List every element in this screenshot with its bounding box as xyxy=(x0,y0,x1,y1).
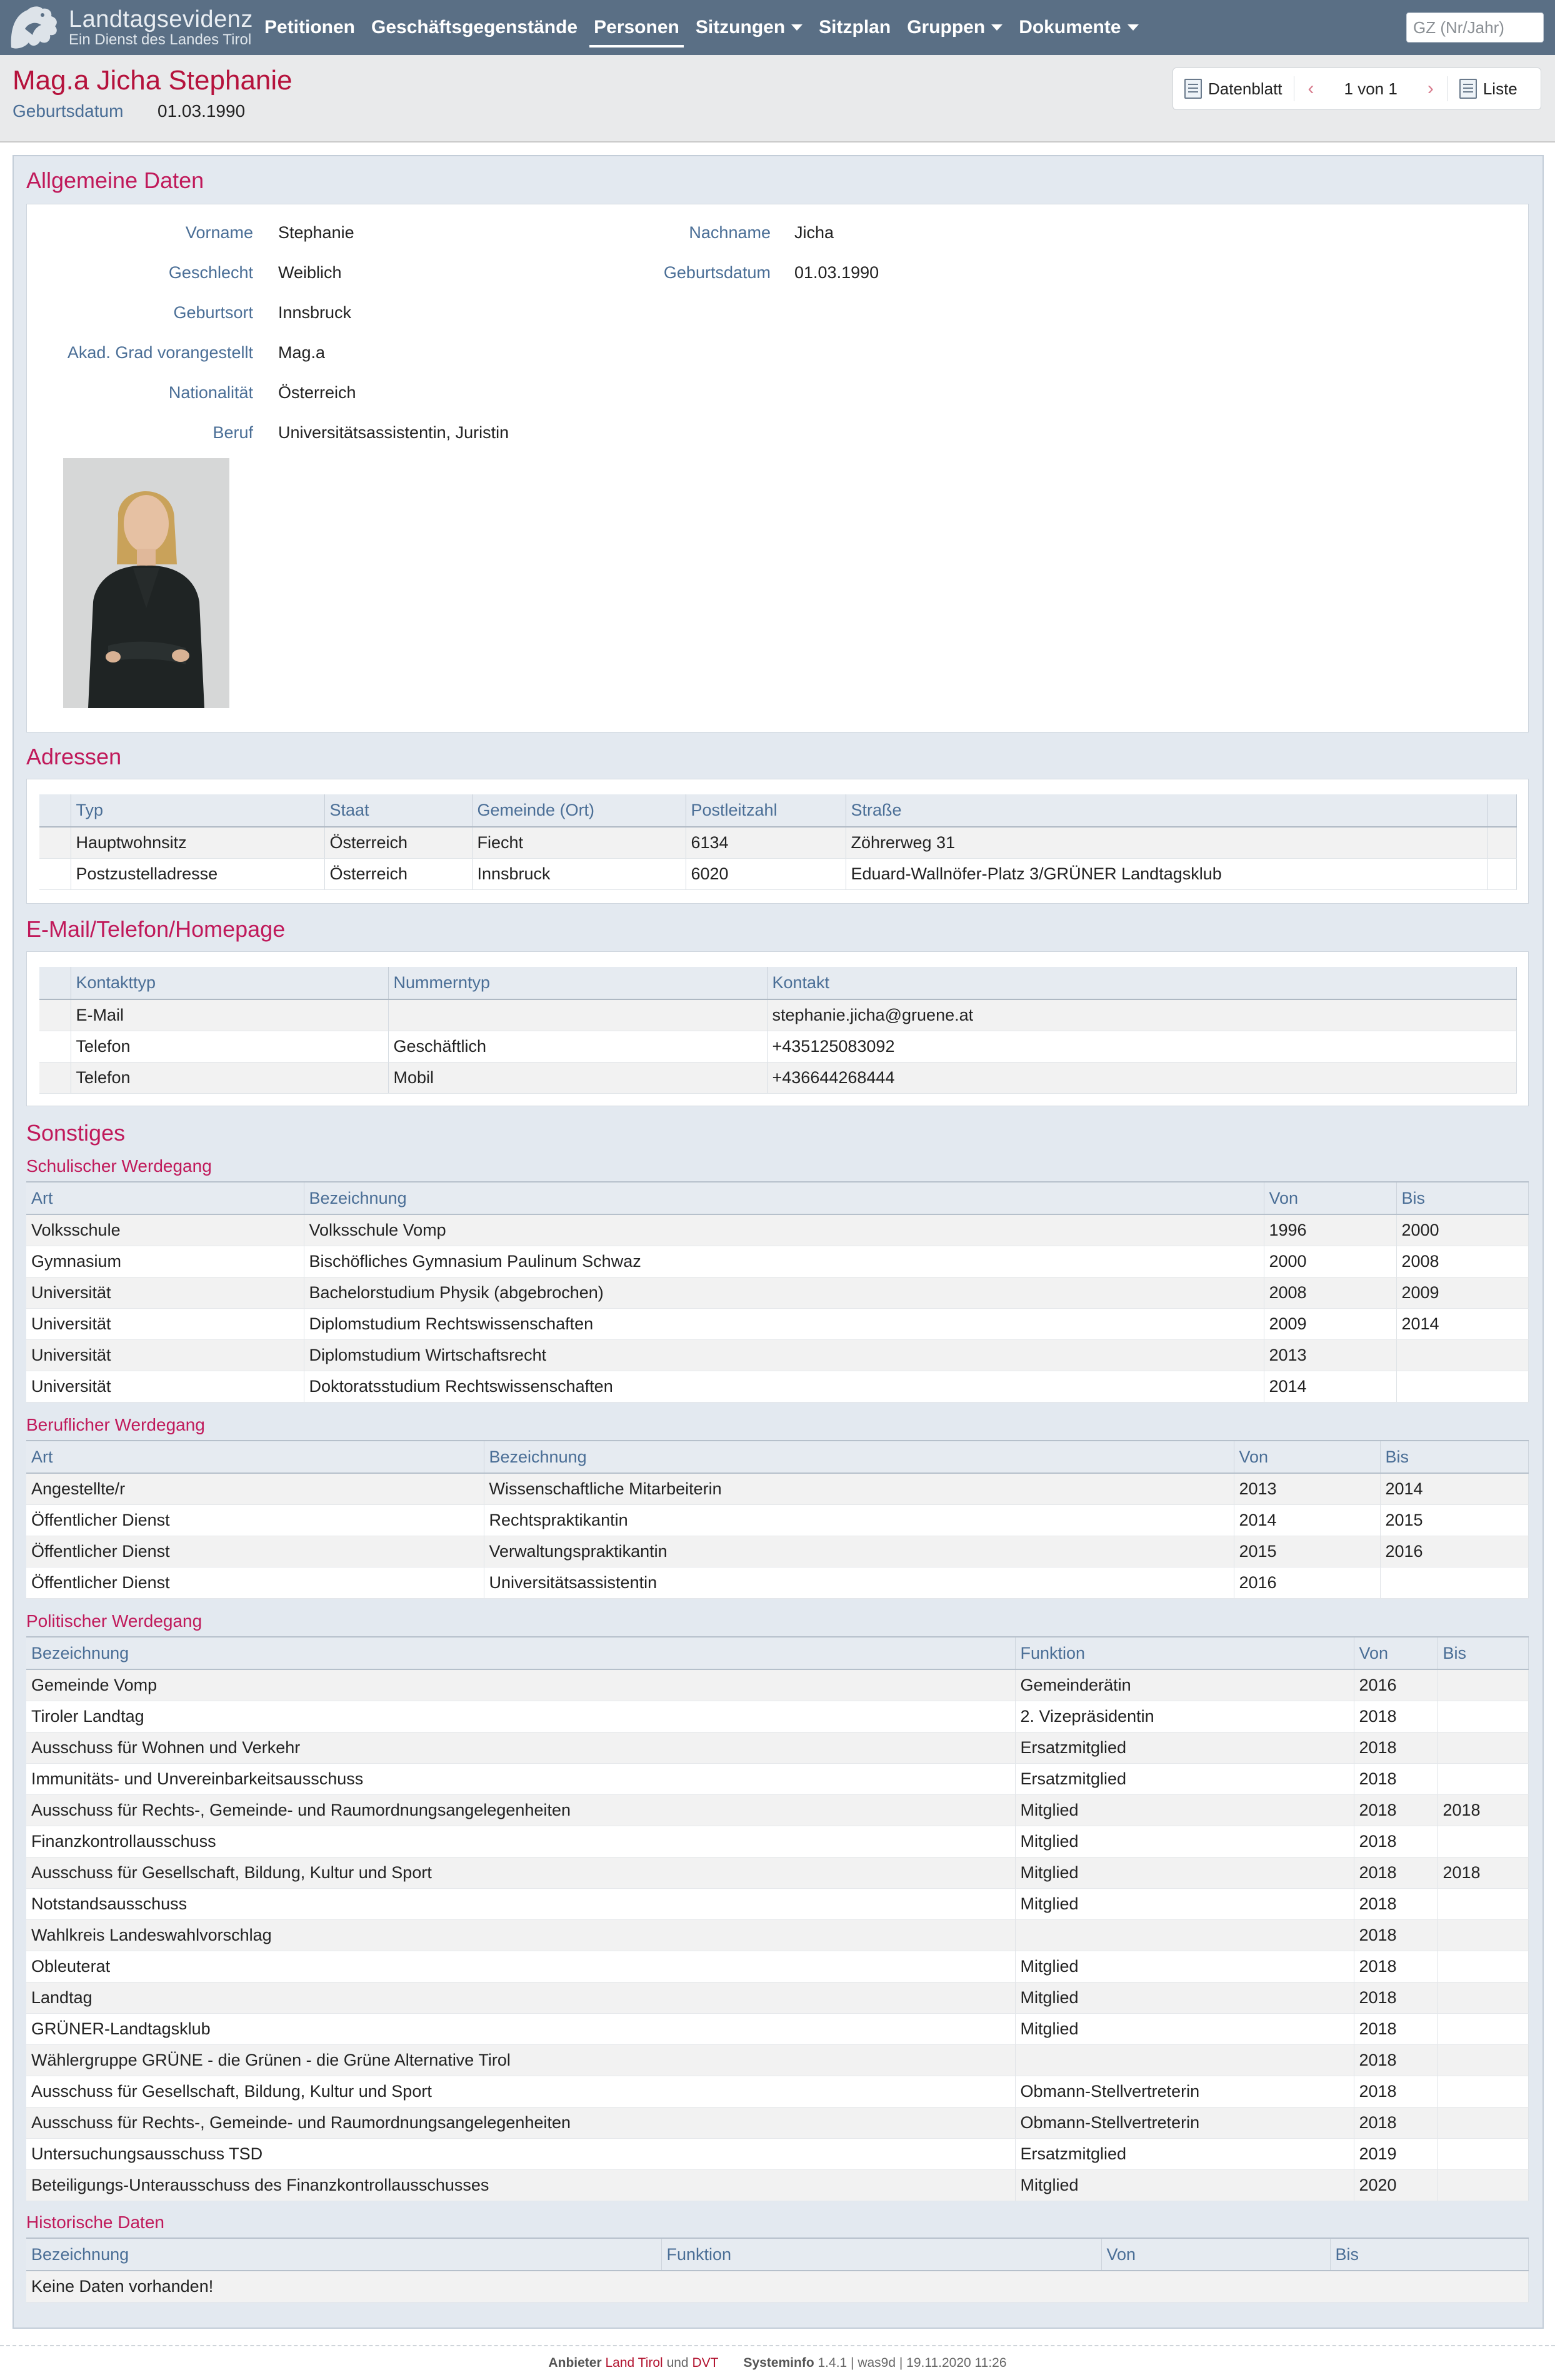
column-header[interactable]: Typ xyxy=(71,794,324,827)
table-cell: 2009 xyxy=(1264,1308,1396,1339)
table-cell: Bachelorstudium Physik (abgebrochen) xyxy=(304,1277,1264,1308)
column-header[interactable]: Straße xyxy=(846,794,1488,827)
column-header[interactable]: Von xyxy=(1234,1441,1380,1473)
table-cell: Ausschuss für Rechts-, Gemeinde- und Raumordnungsangelegenheiten xyxy=(26,1794,1015,1826)
table-cell: Telefon xyxy=(71,1062,388,1093)
table-cell: Immunitäts- und Unvereinbarkeitsausschuss xyxy=(26,1763,1015,1794)
table-cell: 6134 xyxy=(686,827,846,858)
table-cell: Universität xyxy=(26,1308,304,1339)
table-row[interactable] xyxy=(26,2107,1529,2138)
table-cell: Universität xyxy=(26,1371,304,1402)
field-value-birth-date: 01.03.1990 xyxy=(794,263,879,282)
footer xyxy=(0,2345,1555,2380)
column-header[interactable]: Bis xyxy=(1380,1441,1529,1473)
table-cell: 2014 xyxy=(1234,1504,1380,1536)
datasheet-label: Datenblatt xyxy=(1208,79,1282,98)
table-row[interactable] xyxy=(26,1567,1529,1598)
table-cell: Mitglied xyxy=(1015,1794,1354,1826)
column-header[interactable]: Kontakttyp xyxy=(71,967,388,999)
table-cell: 2000 xyxy=(1264,1246,1396,1277)
table-cell: Mitglied xyxy=(1015,2013,1354,2044)
chevron-down-icon xyxy=(991,24,1002,31)
table-cell: 6020 xyxy=(686,858,846,889)
table-cell xyxy=(1438,1669,1529,1701)
footer-provider-label: Anbieter xyxy=(548,2356,602,2370)
table-cell: E-Mail xyxy=(71,999,388,1031)
table-cell: 2018 xyxy=(1354,1732,1438,1763)
table-cell: Gymnasium xyxy=(26,1246,304,1277)
field-value-academic-degree: Mag.a xyxy=(278,343,326,362)
field-value-gender: Weiblich xyxy=(278,263,342,282)
table-row[interactable] xyxy=(26,1826,1529,1857)
column-header[interactable]: Bezeichnung xyxy=(304,1182,1264,1214)
field-label-profession: Beruf xyxy=(212,423,253,442)
page-title: Mag.a Jicha Stephanie xyxy=(12,65,292,96)
table-cell: 2018 xyxy=(1354,1857,1438,1888)
table-cell: Öffentlicher Dienst xyxy=(26,1567,484,1598)
column-header[interactable]: Von xyxy=(1354,1637,1438,1669)
person-photo xyxy=(63,458,229,708)
table-cell: 2018 xyxy=(1354,1982,1438,2013)
email-link[interactable]: stephanie.jicha@gruene.at xyxy=(767,999,1517,1031)
table-cell xyxy=(1438,2076,1529,2107)
table-cell: 2009 xyxy=(1396,1277,1529,1308)
table-cell: 2018 xyxy=(1354,2107,1438,2138)
table-cell: 2020 xyxy=(1354,2169,1438,2201)
table-cell xyxy=(1438,1701,1529,1732)
table-row[interactable] xyxy=(26,1473,1529,1504)
table-cell: 2018 xyxy=(1354,1763,1438,1794)
table-cell: Ersatzmitglied xyxy=(1015,1732,1354,1763)
field-value-last-name: Jicha xyxy=(794,223,834,242)
table-header-row xyxy=(39,967,1517,999)
contacts-panel xyxy=(26,951,1529,1106)
table-row[interactable] xyxy=(26,1277,1529,1308)
column-header-spacer xyxy=(1488,794,1517,827)
column-header[interactable]: Postleitzahl xyxy=(686,794,846,827)
table-cell: Tiroler Landtag xyxy=(26,1701,1015,1732)
table-row[interactable] xyxy=(39,999,1517,1031)
table-cell: Rechtspraktikantin xyxy=(484,1504,1234,1536)
column-header[interactable]: Funktion xyxy=(1015,1637,1354,1669)
table-cell: Öffentlicher Dienst xyxy=(26,1536,484,1567)
table-cell: 2018 xyxy=(1354,1701,1438,1732)
table-cell xyxy=(1438,2013,1529,2044)
table-cell: Ausschuss für Gesellschaft, Bildung, Kultur und Sport xyxy=(26,1857,1015,1888)
nav-item-sitzplan[interactable] xyxy=(811,0,899,55)
political-table xyxy=(26,1636,1529,2201)
table-cell xyxy=(1438,2169,1529,2201)
table-cell xyxy=(1438,2138,1529,2169)
table-cell xyxy=(1438,1888,1529,1919)
column-header[interactable]: Funktion xyxy=(661,2238,1101,2271)
table-cell: 2018 xyxy=(1354,1951,1438,1982)
table-cell: Österreich xyxy=(324,827,472,858)
table-cell: Geschäftlich xyxy=(388,1031,767,1062)
historic-table xyxy=(26,2238,1529,2302)
table-cell: Angestellte/r xyxy=(26,1473,484,1504)
table-row[interactable] xyxy=(26,1308,1529,1339)
table-cell: 2000 xyxy=(1396,1214,1529,1246)
table-cell: Doktoratsstudium Rechtswissenschaften xyxy=(304,1371,1264,1402)
table-cell: Volksschule Vomp xyxy=(304,1214,1264,1246)
table-row[interactable] xyxy=(26,1339,1529,1371)
table-cell: 2018 xyxy=(1354,1919,1438,1951)
table-cell: Ersatzmitglied xyxy=(1015,1763,1354,1794)
nav-label: Dokumente xyxy=(1019,17,1121,38)
table-row[interactable] xyxy=(39,858,1517,889)
subsection-title-political: Politischer Werdegang xyxy=(26,1611,202,1631)
table-row[interactable] xyxy=(39,1062,1517,1093)
table-cell xyxy=(1488,827,1517,858)
table-cell: Obleuterat xyxy=(26,1951,1015,1982)
table-cell: 2018 xyxy=(1438,1857,1529,1888)
table-row[interactable] xyxy=(26,1246,1529,1277)
section-title-contacts: E-Mail/Telefon/Homepage xyxy=(26,916,286,942)
column-header[interactable]: Gemeinde (Ort) xyxy=(472,794,686,827)
table-cell xyxy=(1438,2107,1529,2138)
datasheet-button[interactable] xyxy=(1173,68,1294,109)
table-cell: 2015 xyxy=(1380,1504,1529,1536)
table-cell xyxy=(1438,1982,1529,2013)
brand-title: Landtagsevidenz xyxy=(69,6,253,32)
nav-item-geschaeftsgegenstaende[interactable] xyxy=(363,0,586,55)
column-header[interactable]: Staat xyxy=(324,794,472,827)
table-header-row xyxy=(26,1441,1529,1473)
list-document-icon xyxy=(1459,79,1477,99)
addresses-panel xyxy=(26,779,1529,904)
nav-item-petitionen[interactable] xyxy=(256,0,363,55)
gz-search-input[interactable] xyxy=(1406,12,1544,42)
birth-date-value: 01.03.1990 xyxy=(158,101,246,121)
table-cell xyxy=(1438,1826,1529,1857)
table-cell: 2013 xyxy=(1264,1339,1396,1371)
table-cell xyxy=(1438,1919,1529,1951)
table-cell: Österreich xyxy=(324,858,472,889)
column-header[interactable]: Kontakt xyxy=(767,967,1517,999)
field-label-gender: Geschlecht xyxy=(168,263,253,282)
nav-label: Sitzplan xyxy=(819,17,891,38)
row-number-cell xyxy=(39,999,71,1031)
table-cell: Postzustelladresse xyxy=(71,858,324,889)
column-header[interactable]: Bis xyxy=(1396,1182,1529,1214)
table-row xyxy=(26,2271,1529,2302)
table-row[interactable] xyxy=(26,1919,1529,1951)
nav-label: Geschäftsgegenstände xyxy=(371,17,578,38)
brand-subtitle: Ein Dienst des Landes Tirol xyxy=(69,31,252,48)
main-nav xyxy=(256,0,1147,55)
row-number-header xyxy=(39,794,71,827)
tyrol-eagle-logo-icon xyxy=(6,4,64,51)
table-header-row xyxy=(26,1182,1529,1214)
table-cell: Notstandsausschuss xyxy=(26,1888,1015,1919)
table-cell: 2018 xyxy=(1438,1794,1529,1826)
list-label: Liste xyxy=(1482,79,1518,98)
table-header-row xyxy=(39,794,1517,827)
row-number-cell xyxy=(39,858,71,889)
table-cell: Innsbruck xyxy=(472,858,686,889)
table-row[interactable] xyxy=(26,2076,1529,2107)
main-content xyxy=(12,155,1544,2329)
table-cell: 2016 xyxy=(1380,1536,1529,1567)
table-cell: 2016 xyxy=(1234,1567,1380,1598)
table-cell: Mitglied xyxy=(1015,1888,1354,1919)
table-cell: Universitätsassistentin xyxy=(484,1567,1234,1598)
table-cell: 2014 xyxy=(1396,1308,1529,1339)
table-cell: 2018 xyxy=(1354,2044,1438,2076)
field-value-profession: Universitätsassistentin, Juristin xyxy=(278,423,509,442)
table-cell: Eduard-Wallnöfer-Platz 3/GRÜNER Landtagsklub xyxy=(846,858,1488,889)
section-title-other: Sonstiges xyxy=(26,1120,126,1146)
table-cell: 2013 xyxy=(1234,1473,1380,1504)
field-label-nationality: Nationalität xyxy=(168,383,253,402)
table-row[interactable] xyxy=(26,2169,1529,2201)
nav-label: Sitzungen xyxy=(695,17,786,38)
section-title-addresses: Adressen xyxy=(26,744,122,769)
table-cell: 2014 xyxy=(1264,1371,1396,1402)
document-icon xyxy=(1184,79,1202,99)
table-cell: Universität xyxy=(26,1277,304,1308)
table-cell: 2018 xyxy=(1354,1826,1438,1857)
previous-arrow-icon[interactable]: ‹ xyxy=(1308,78,1314,99)
footer-sysinfo xyxy=(743,2356,1006,2371)
table-cell: Finanzkontrollausschuss xyxy=(26,1826,1015,1857)
table-cell: 2008 xyxy=(1396,1246,1529,1277)
table-header-row xyxy=(26,2238,1529,2271)
row-number-header xyxy=(39,967,71,999)
chevron-down-icon xyxy=(1128,24,1139,31)
table-row[interactable] xyxy=(26,1669,1529,1701)
table-cell xyxy=(1438,1763,1529,1794)
table-cell xyxy=(1438,1732,1529,1763)
table-cell: 2008 xyxy=(1264,1277,1396,1308)
table-cell: Diplomstudium Wirtschaftsrecht xyxy=(304,1339,1264,1371)
top-navbar xyxy=(0,0,1555,55)
column-header[interactable]: Von xyxy=(1264,1182,1396,1214)
chevron-down-icon xyxy=(791,24,802,31)
column-header[interactable]: Bezeichnung xyxy=(484,1441,1234,1473)
table-cell: Ersatzmitglied xyxy=(1015,2138,1354,2169)
table-cell xyxy=(1438,1951,1529,1982)
column-header[interactable]: Bezeichnung xyxy=(26,2238,661,2271)
table-cell: Beteiligungs-Unterausschuss des Finanzkontrollausschusses xyxy=(26,2169,1015,2201)
row-number-cell xyxy=(39,827,71,858)
table-cell: GRÜNER-Landtagsklub xyxy=(26,2013,1015,2044)
column-header[interactable]: Art xyxy=(26,1441,484,1473)
table-cell: Wissenschaftliche Mitarbeiterin xyxy=(484,1473,1234,1504)
table-cell: 2018 xyxy=(1354,2013,1438,2044)
table-cell: Landtag xyxy=(26,1982,1015,2013)
footer-and: und xyxy=(666,2356,689,2370)
table-row[interactable] xyxy=(26,1701,1529,1732)
table-cell: Gemeinderätin xyxy=(1015,1669,1354,1701)
column-header[interactable]: Von xyxy=(1101,2238,1330,2271)
column-header[interactable]: Nummerntyp xyxy=(388,967,767,999)
table-header-row xyxy=(26,1637,1529,1669)
table-cell xyxy=(1380,1567,1529,1598)
table-cell: Obmann-Stellvertreterin xyxy=(1015,2107,1354,2138)
table-cell: Obmann-Stellvertreterin xyxy=(1015,2076,1354,2107)
subsection-title-school: Schulischer Werdegang xyxy=(26,1156,212,1176)
table-row[interactable] xyxy=(26,2138,1529,2169)
provider-link-land-tirol[interactable]: Land Tirol xyxy=(605,2356,663,2370)
nav-item-sitzungen[interactable] xyxy=(688,0,811,55)
field-label-academic-degree: Akad. Grad vorangestellt xyxy=(67,343,253,362)
section-title-general: Allgemeine Daten xyxy=(26,168,204,193)
table-cell xyxy=(388,999,767,1031)
contacts-table xyxy=(39,967,1517,1094)
column-header[interactable]: Bezeichnung xyxy=(26,1637,1015,1669)
table-cell: Verwaltungspraktikantin xyxy=(484,1536,1234,1567)
table-cell: Mobil xyxy=(388,1062,767,1093)
table-cell: Wählergruppe GRÜNE - die Grünen - die Grüne Alternative Tirol xyxy=(26,2044,1015,2076)
column-header[interactable]: Bis xyxy=(1330,2238,1529,2271)
table-row[interactable] xyxy=(26,1371,1529,1402)
pager-count: 1 von 1 xyxy=(1344,79,1398,98)
table-cell: 2018 xyxy=(1354,1888,1438,1919)
table-row[interactable] xyxy=(26,1214,1529,1246)
field-label-birthplace: Geburtsort xyxy=(173,303,253,322)
table-cell: Telefon xyxy=(71,1031,388,1062)
table-cell: Ausschuss für Rechts-, Gemeinde- und Raumordnungsangelegenheiten xyxy=(26,2107,1015,2138)
nav-label: Petitionen xyxy=(264,17,356,38)
field-value-first-name: Stephanie xyxy=(278,223,354,242)
table-cell: Fiecht xyxy=(472,827,686,858)
footer-sysinfo-value: 1.4.1 | was9d | 19.11.2020 11:26 xyxy=(818,2356,1007,2370)
list-button[interactable] xyxy=(1448,68,1529,109)
field-label-last-name: Nachname xyxy=(689,223,771,242)
field-value-birthplace: Innsbruck xyxy=(278,303,352,322)
table-row[interactable] xyxy=(26,1951,1529,1982)
career-table xyxy=(26,1440,1529,1599)
table-cell: Volksschule xyxy=(26,1214,304,1246)
footer-provider xyxy=(548,2356,718,2371)
nav-item-dokumente[interactable] xyxy=(1011,0,1146,55)
table-cell xyxy=(1396,1339,1529,1371)
column-header[interactable]: Art xyxy=(26,1182,304,1214)
field-label-first-name: Vorname xyxy=(185,223,253,242)
table-row[interactable] xyxy=(26,1504,1529,1536)
brand[interactable] xyxy=(6,2,253,52)
table-row[interactable] xyxy=(26,1888,1529,1919)
column-header[interactable]: Bis xyxy=(1438,1637,1529,1669)
nav-label: Gruppen xyxy=(907,17,986,38)
table-cell xyxy=(1015,1919,1354,1951)
table-cell: Mitglied xyxy=(1015,2169,1354,2201)
table-cell: 2019 xyxy=(1354,2138,1438,2169)
table-cell: Untersuchungsausschuss TSD xyxy=(26,2138,1015,2169)
phone-link[interactable]: +436644268444 xyxy=(767,1062,1517,1093)
row-number-cell xyxy=(39,1031,71,1062)
empty-state-message: Keine Daten vorhanden! xyxy=(26,2271,1529,2302)
table-cell: Ausschuss für Gesellschaft, Bildung, Kultur und Sport xyxy=(26,2076,1015,2107)
row-number-cell xyxy=(39,1062,71,1093)
table-row[interactable] xyxy=(26,1794,1529,1826)
subsection-title-historic: Historische Daten xyxy=(26,2212,164,2232)
table-cell: Diplomstudium Rechtswissenschaften xyxy=(304,1308,1264,1339)
table-cell: Wahlkreis Landeswahlvorschlag xyxy=(26,1919,1015,1951)
table-cell: Gemeinde Vomp xyxy=(26,1669,1015,1701)
record-pager xyxy=(1172,68,1541,110)
table-row[interactable] xyxy=(39,827,1517,858)
table-row[interactable] xyxy=(39,1031,1517,1062)
addresses-table xyxy=(39,794,1517,890)
table-row[interactable] xyxy=(26,2044,1529,2076)
general-data-panel xyxy=(26,204,1529,732)
table-row[interactable] xyxy=(26,1857,1529,1888)
field-label-birth-date: Geburtsdatum xyxy=(663,263,771,282)
table-row[interactable] xyxy=(26,2013,1529,2044)
table-row[interactable] xyxy=(26,1536,1529,1567)
table-cell: Mitglied xyxy=(1015,1826,1354,1857)
table-cell: Mitglied xyxy=(1015,1951,1354,1982)
table-cell: Ausschuss für Wohnen und Verkehr xyxy=(26,1732,1015,1763)
table-cell: Bischöfliches Gymnasium Paulinum Schwaz xyxy=(304,1246,1264,1277)
field-value-nationality: Österreich xyxy=(278,383,356,402)
table-cell: Öffentlicher Dienst xyxy=(26,1504,484,1536)
table-cell: Mitglied xyxy=(1015,1857,1354,1888)
table-cell xyxy=(1438,2044,1529,2076)
table-cell: Zöhrerweg 31 xyxy=(846,827,1488,858)
footer-sysinfo-label: Systeminfo xyxy=(743,2356,814,2370)
subsection-title-career: Beruflicher Werdegang xyxy=(26,1415,205,1434)
nav-item-personen[interactable] xyxy=(586,0,688,55)
next-arrow-icon[interactable]: › xyxy=(1427,78,1434,99)
table-cell xyxy=(1015,2044,1354,2076)
table-cell: 2018 xyxy=(1354,2076,1438,2107)
birth-date-label: Geburtsdatum xyxy=(12,101,124,121)
table-cell: 2016 xyxy=(1354,1669,1438,1701)
table-cell: 2015 xyxy=(1234,1536,1380,1567)
table-row[interactable] xyxy=(26,1763,1529,1794)
nav-label: Personen xyxy=(594,17,679,38)
table-cell: 1996 xyxy=(1264,1214,1396,1246)
table-cell xyxy=(1396,1371,1529,1402)
table-cell xyxy=(1488,858,1517,889)
table-cell: 2. Vizepräsidentin xyxy=(1015,1701,1354,1732)
nav-item-gruppen[interactable] xyxy=(899,0,1011,55)
table-cell: Hauptwohnsitz xyxy=(71,827,324,858)
table-row[interactable] xyxy=(26,1982,1529,2013)
school-table xyxy=(26,1181,1529,1402)
table-cell: 2018 xyxy=(1354,1794,1438,1826)
table-cell: Mitglied xyxy=(1015,1982,1354,2013)
person-header xyxy=(0,55,1555,142)
phone-link[interactable]: +435125083092 xyxy=(767,1031,1517,1062)
table-cell: 2014 xyxy=(1380,1473,1529,1504)
table-cell: Universität xyxy=(26,1339,304,1371)
table-row[interactable] xyxy=(26,1732,1529,1763)
provider-link-dvt[interactable]: DVT xyxy=(692,2356,719,2370)
